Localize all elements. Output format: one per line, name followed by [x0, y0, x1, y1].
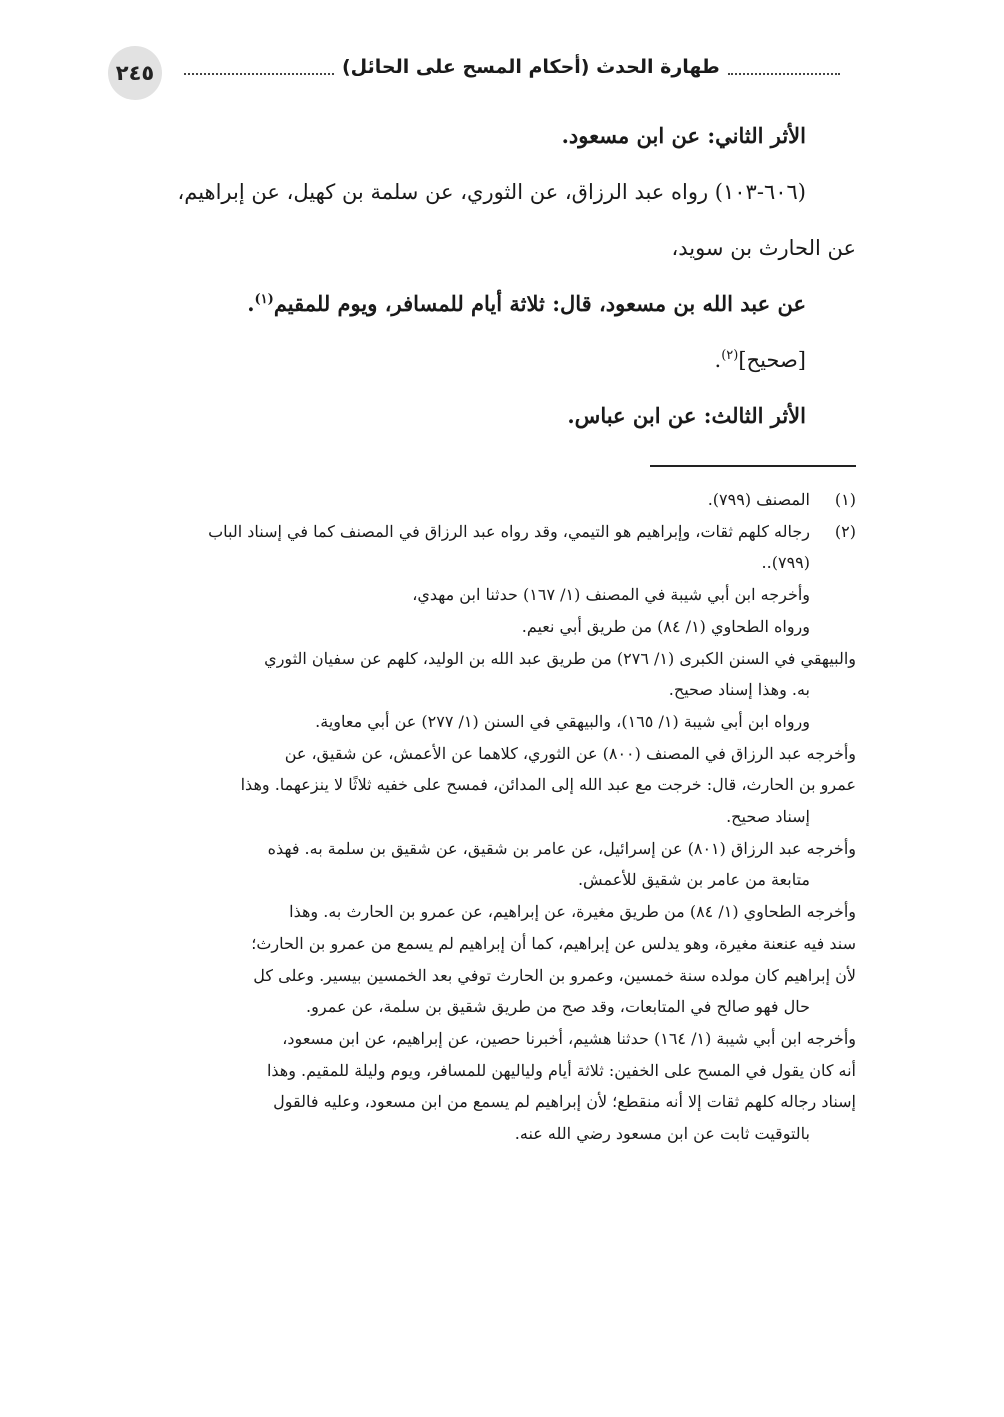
isnad-line-1: (٦٠٦-١٠٣) رواه عبد الرزاق، عن الثوري، عن سلمة بن كهيل، عن إبراهيم، [177, 180, 806, 204]
footnote-number: (٢) [834, 521, 856, 541]
footnote-line: ورواه الطحاوي (١/ ٨٤) من طريق أبي نعيم. [521, 616, 810, 636]
isnad-line-2: عن الحارث بن سويد، [671, 236, 856, 260]
running-title [176, 56, 848, 78]
footnote-ref-1[interactable]: (١) [254, 292, 274, 307]
footnote-line: ورواه ابن أبي شيبة (١/ ١٦٥)، والبيهقي في السنن (١/ ٢٧٧) عن أبي معاوية. [315, 711, 810, 731]
matn-text: عن عبد الله بن مسعود، قال: ثلاثة أيام للمسافر، ويوم للمقيم [273, 291, 806, 316]
footnote-line: سند فيه عنعنة مغيرة، وهو يدلس عن إبراهيم، كما أن إبراهيم لم يسمع من عمرو بن الحارث؛ [251, 933, 856, 953]
footnote-ref-2[interactable]: (٢) [721, 348, 739, 363]
main-text [110, 108, 856, 444]
footnote-number: (١) [834, 490, 856, 509]
footnote-line: حال فهو صالح في المتابعات، وقد صح من طريق شقيق بن سلمة، عن عمرو. [306, 997, 810, 1017]
dot-leader-left [728, 73, 840, 75]
footnote-line: متابعة من عامر بن شقيق للأعمش. [577, 870, 810, 890]
matn-end: . [247, 291, 255, 316]
footnote-line: لأن إبراهيم كان مولده سنة خمسين، وعمرو بن الحارث توفي بعد الخمسين بيسير. وعلى كل [253, 965, 856, 985]
footnote-line: والبيهقي في السنن الكبرى (١/ ٢٧٦) من طريق عبد الله بن الوليد، كلهم عن سفيان الثوري [264, 648, 856, 668]
footnote-text: المصنف (٧٩٩). [707, 490, 810, 509]
footnote-line: وأخرجه ابن أبي شيبة (١/ ١٦٤) حدثنا هشيم، أخبرنا حصين، عن إبراهيم، عن ابن مسعود، [282, 1028, 856, 1048]
footnote-line: إسناد رجاله كلهم ثقات إلا أنه منقطع؛ لأن إبراهيم لم يسمع من ابن مسعود، وعليه فالقول [273, 1092, 856, 1112]
heading-athar-3: الأثر الثالث: عن ابن عباس. [567, 403, 806, 428]
footnote-line: أنه كان يقول في المسح على الخفين: ثلاثة أيام ولياليهن للمسافر، ويوم وليلة للمقيم. وهذا [266, 1060, 856, 1080]
footnotes [116, 484, 856, 1150]
footnote-2 [116, 516, 856, 548]
footnote-1 [116, 484, 856, 516]
footnote-line: بالتوقيت ثابت عن ابن مسعود رضي الله عنه. [514, 1124, 810, 1144]
footnote-line: وأخرجه ابن أبي شيبة في المصنف (١/ ١٦٧) حدثنا ابن مهدي، [412, 585, 810, 605]
page-number: ٢٤٥ [108, 46, 162, 100]
dot-leader-right [184, 73, 334, 75]
footnote-line: وأخرجه عبد الرزاق في المصنف (٨٠٠) عن الثوري، كلاهما عن الأعمش، عن شقيق، عن [284, 743, 856, 763]
footnote-line: وأخرجه عبد الرزاق (٨٠١) عن إسرائيل، عن عامر بن شقيق، عن شقيق بن سلمة به. فهذه [267, 838, 856, 858]
heading-athar-2: الأثر الثاني: عن ابن مسعود. [561, 123, 806, 148]
footnote-line: (٧٩٩).. [761, 553, 810, 573]
footnote-separator [650, 465, 856, 467]
footnote-line: وأخرجه الطحاوي (١/ ٨٤) من طريق مغيرة، عن إبراهيم، عن عمرو بن الحارث به. وهذا [289, 902, 856, 922]
footnote-text: رجاله كلهم ثقات، وإبراهيم هو التيمي، وقد رواه عبد الرزاق في المصنف كما في إسناد الباب [208, 521, 810, 541]
footnote-line: عمرو بن الحارث، قال: خرجت مع عبد الله إلى المدائن، فمسح على خفيه ثلاثًا لا ينزعهما. وهذا [240, 775, 856, 795]
footnote-line: إسناد صحيح. [726, 807, 810, 827]
grade-end: . [714, 348, 722, 372]
grade-text: [صحيح] [738, 348, 806, 372]
grade [110, 332, 856, 388]
running-title-text: طهارة الحدث (أحكام المسح على الحائل) [342, 56, 720, 78]
footnote-line: به. وهذا إسناد صحيح. [668, 680, 810, 700]
page-header [108, 46, 848, 98]
matn [110, 276, 856, 332]
